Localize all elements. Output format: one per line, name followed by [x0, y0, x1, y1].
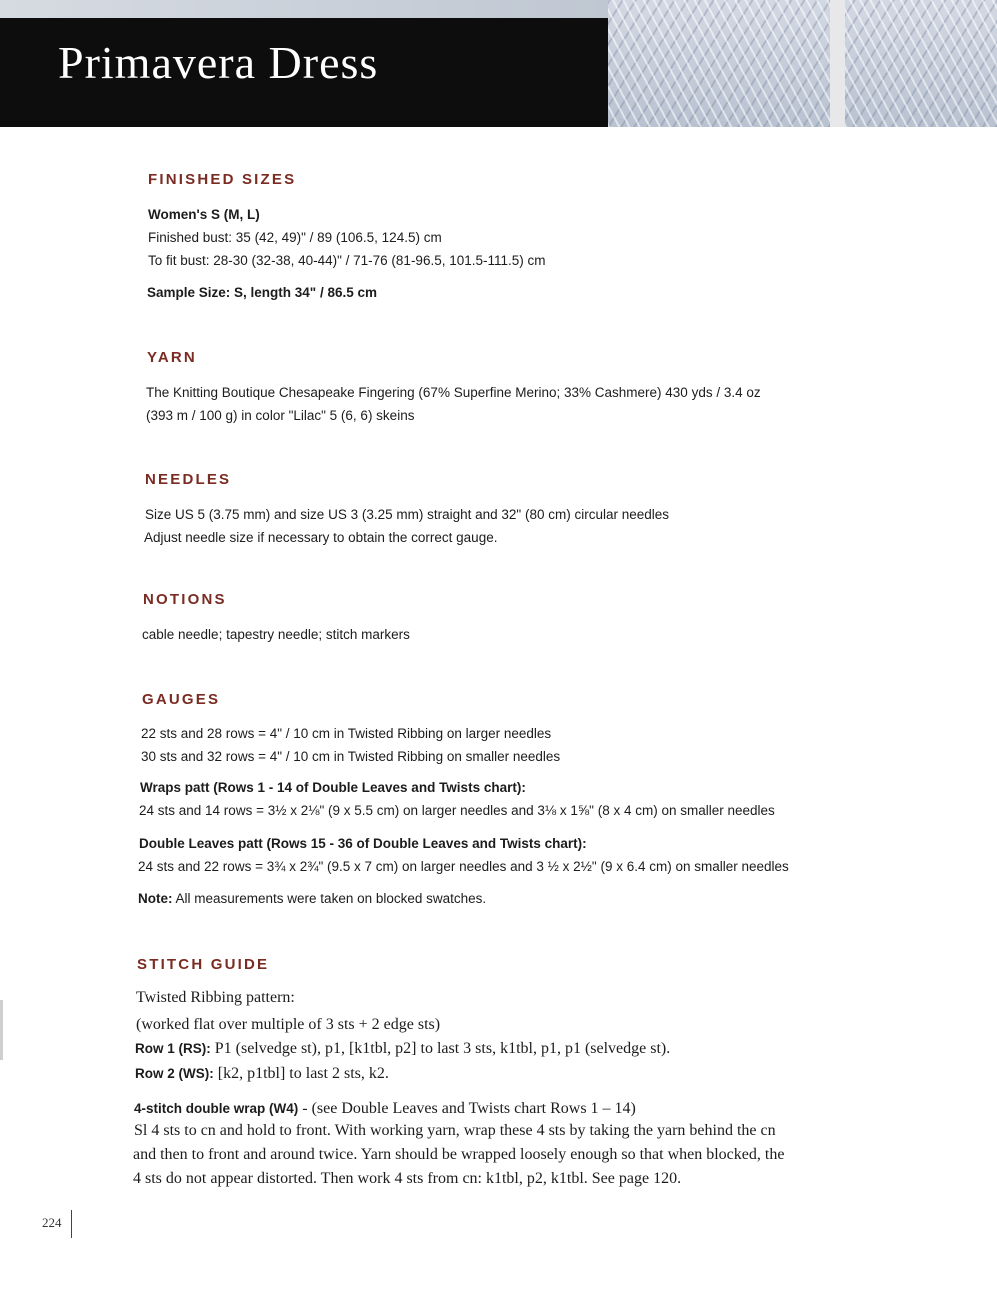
ribbing-description: (worked flat over multiple of 3 sts + 2 edge sts)	[136, 1016, 441, 1033]
page-number-rule	[71, 1210, 72, 1238]
note-text: All measurements were taken on blocked swatches.	[172, 891, 487, 906]
ribbing-title: Twisted Ribbing pattern:	[136, 989, 295, 1006]
wrap-reference: - (see Double Leaves and Twists chart Rows 1 – 14)	[298, 1100, 636, 1117]
row-1-text: P1 (selvedge st), p1, [k1tbl, p2] to last 3 sts, k1tbl, p1, p1 (selvedge st).	[210, 1040, 671, 1057]
row-2-label: Row 2 (WS):	[135, 1066, 214, 1081]
row-1-instruction	[135, 1041, 670, 1057]
yarn-line-1: The Knitting Boutique Chesapeake Fingering (67% Superfine Merino; 33% Cashmere) 430 yds / 3.4 oz	[146, 385, 761, 400]
page-edge-mark	[0, 1000, 3, 1060]
gauge-note	[138, 892, 486, 906]
wrap-instruction-3: 4 sts do not appear distorted. Then work 4 sts from cn: k1tbl, p2, k1tbl. See page 120.	[133, 1170, 682, 1187]
wrap-title	[134, 1101, 636, 1117]
wrap-label: 4-stitch double wrap (W4)	[134, 1101, 299, 1116]
wraps-patt-gauge: 24 sts and 14 rows = 3½ x 2⅛" (9 x 5.5 cm) on larger needles and 3⅛ x 1⅝" (8 x 4 cm) on smaller needles	[139, 803, 775, 818]
wrap-instruction-1: Sl 4 sts to cn and hold to front. With working yarn, wrap these 4 sts by taking the yarn behind the cn	[134, 1122, 776, 1139]
gauge-line-1: 22 sts and 28 rows = 4" / 10 cm in Twisted Ribbing on larger needles	[141, 726, 552, 741]
yarn-heading: YARN	[147, 349, 197, 366]
wraps-patt-title: Wraps patt (Rows 1 - 14 of Double Leaves and Twists chart):	[140, 780, 526, 795]
finished-sizes-heading: FINISHED SIZES	[148, 171, 297, 188]
needles-line-1: Size US 5 (3.75 mm) and size US 3 (3.25 mm) straight and 32" (80 cm) circular needles	[145, 507, 669, 522]
note-label: Note:	[138, 891, 173, 906]
to-fit-bust-line: To fit bust: 28-30 (32-38, 40-44)" / 71-76 (81-96.5, 101.5-111.5) cm	[148, 253, 546, 268]
sizes-line: Women's S (M, L)	[148, 207, 260, 222]
wrap-instruction-2: and then to front and around twice. Yarn should be wrapped loosely enough so that when blocked, the	[133, 1146, 785, 1163]
sample-size-line: Sample Size: S, length 34" / 86.5 cm	[147, 285, 377, 300]
leaves-patt-gauge: 24 sts and 22 rows = 3¾ x 2¾" (9.5 x 7 cm) on larger needles and 3 ½ x 2½" (9 x 6.4 cm) on smaller needles	[138, 859, 789, 874]
notions-line: cable needle; tapestry needle; stitch markers	[142, 627, 410, 642]
yarn-line-2: (393 m / 100 g) in color "Lilac" 5 (6, 6) skeins	[146, 408, 415, 423]
needles-heading: NEEDLES	[145, 471, 232, 488]
page-title: Primavera Dress	[58, 37, 379, 88]
needles-line-2: Adjust needle size if necessary to obtain the correct gauge.	[144, 530, 498, 545]
gauges-heading: GAUGES	[142, 691, 221, 708]
page-number: 224	[42, 1215, 62, 1230]
finished-bust-line: Finished bust: 35 (42, 49)" / 89 (106.5, 124.5) cm	[148, 230, 442, 245]
row-2-text: [k2, p1tbl] to last 2 sts, k2.	[213, 1065, 389, 1082]
notions-heading: NOTIONS	[143, 591, 227, 608]
leaves-patt-title: Double Leaves patt (Rows 15 - 36 of Double Leaves and Twists chart):	[139, 836, 587, 851]
row-1-label: Row 1 (RS):	[135, 1041, 211, 1056]
row-2-instruction	[135, 1066, 389, 1082]
gauge-line-2: 30 sts and 32 rows = 4" / 10 cm in Twisted Ribbing on smaller needles	[141, 749, 561, 764]
stitch-guide-heading: STITCH GUIDE	[137, 956, 270, 973]
